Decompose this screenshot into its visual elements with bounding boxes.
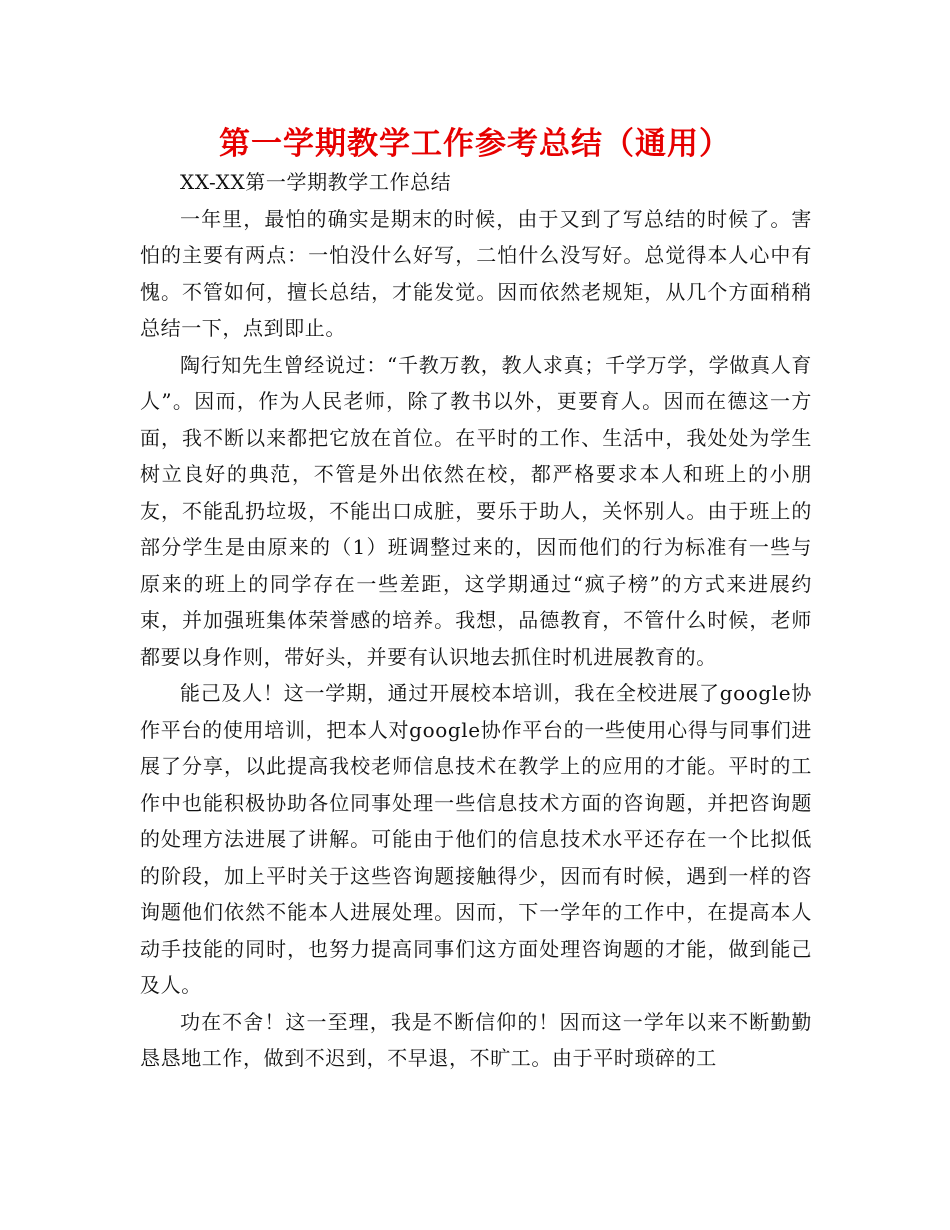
- paragraph-3: 能己及人！这一学期，通过开展校本培训，我在全校进展了google协作平台的使用培训，把本人对google协作平台的一些使用心得与同事们进展了分享，以此提高我校老师信息技术在教学上的应用的才能。平时的工作中也能积极协助各位同事处理一些信息技术方面的咨询题，并把咨询题的处理方法进展了讲解。可能由于他们的信息技术水平还存在一个比拟低的阶段，加上平时关于这些咨询题接触得少，因而有时候，遇到一样的咨询题他们依然不能本人进展处理。因而，下一学年的工作中，在提高本人动手技能的同时，也努力提高同事们这方面处理咨询题的才能，做到能己及人。: [140, 681, 812, 997]
- document-subtitle: XX-XX第一学期教学工作总结: [180, 170, 452, 194]
- document-body: [140, 164, 812, 1077]
- paragraph-2: 陶行知先生曾经说过：“千教万教，教人求真；千学万学，学做真人育人”。因而，作为人民老师，除了教书以外，更要育人。因而在德这一方面，我不断以来都把它放在首位。在平时的工作、生活中，我处处为学生树立良好的典范，不管是外出依然在校，都严格要求本人和班上的小朋友，不能乱扔垃圾，不能出口成脏，要乐于助人，关怀别人。由于班上的部分学生是由原来的（1）班调整过来的，因而他们的行为标准有一些与原来的班上的同学存在一些差距，这学期通过“疯子榜”的方式来进展约束，并加强班集体荣誉感的培养。我想，品德教育，不管什么时候，老师都要以身作则，带好头，并要有认识地去抓住时机进展教育的。: [140, 352, 812, 669]
- paragraph-1: 一年里，最怕的确实是期末的时候，由于又到了写总结的时候了。害怕的主要有两点：一怕没什么好写，二怕什么没写好。总觉得本人心中有愧。不管如何，擅长总结，才能发觉。因而依然老规矩，从几个方面稍稍总结一下，点到即止。: [140, 206, 812, 340]
- paragraph-4: 功在不舍！这一至理，我是不断信仰的！因而这一学年以来不断勤勤恳恳地工作，做到不迟到，不早退，不旷工。由于平时琐碎的工: [140, 1009, 812, 1070]
- document-title: 第一学期教学工作参考总结（通用）: [219, 126, 731, 162]
